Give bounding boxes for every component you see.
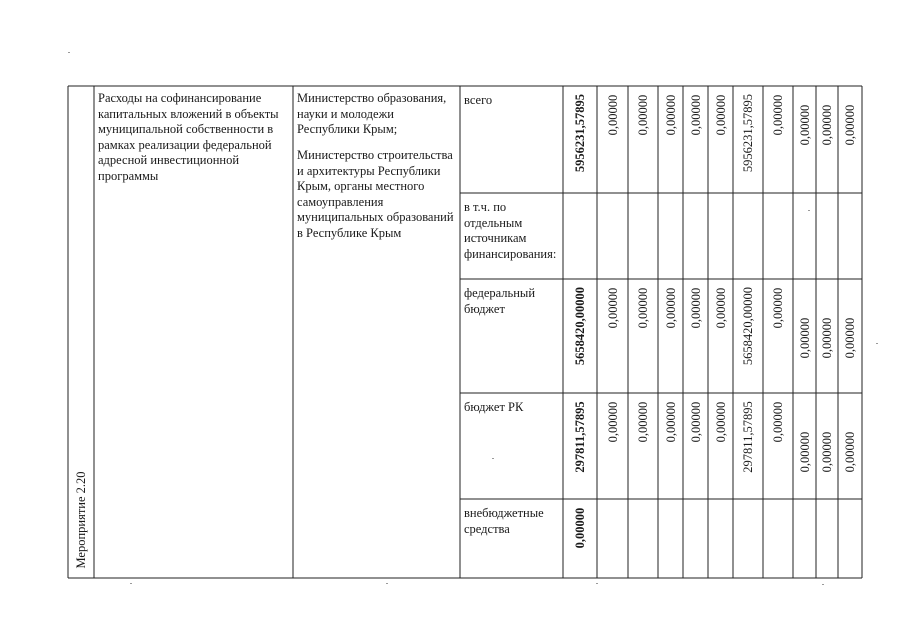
source-breakdown-header: в т.ч. по отдельным источникам финансирования: — [464, 200, 557, 261]
value-cell: 5956231,57895 — [741, 93, 755, 173]
value-cell: 0,00000 — [636, 287, 650, 328]
value-cell: 0,00000 — [713, 401, 728, 442]
value-cell: 0,00000 — [843, 317, 857, 358]
value-cell: 0,00000 — [636, 401, 650, 442]
value-cell: 0,00000 — [820, 104, 834, 145]
value-cell: 0,00000 — [797, 317, 812, 358]
value-cell: 0,00000 — [605, 401, 620, 442]
source-federal-budget: федеральный бюджет — [464, 286, 536, 316]
scan-speck — [130, 583, 132, 584]
value-cell: 0,00000 — [843, 431, 857, 472]
source-total: всего — [464, 93, 493, 107]
value-cell: 5956231,57895 — [573, 93, 587, 173]
value-cell: 5658420,00000 — [741, 286, 755, 366]
value-cell: 0,00000 — [820, 317, 834, 358]
value-cell: 0,00000 — [688, 401, 703, 442]
value-cell: 0,00000 — [713, 94, 728, 135]
source-republic-budget: бюджет РК — [464, 400, 524, 414]
value-cell: 0,00000 — [688, 94, 703, 135]
scan-speck — [68, 52, 70, 53]
value-cell: 0,00000 — [797, 104, 812, 145]
value-cell: 0,00000 — [771, 94, 785, 135]
executor-construction-ministry: Министерство строительства и архитектуры Республики Крым, органы местного самоуправления муниципальных образований в Республике Крым — [297, 148, 454, 240]
value-cell: 0,00000 — [663, 401, 678, 442]
scan-speck — [596, 583, 598, 584]
scan-speck — [876, 343, 878, 344]
value-cell: 297811,57895 — [741, 400, 755, 473]
value-cell: 0,00000 — [663, 94, 678, 135]
value-cell: 0,00000 — [636, 94, 650, 135]
value-cell: 0,00000 — [843, 104, 857, 145]
value-cell: 0,00000 — [573, 507, 587, 548]
value-cell: 0,00000 — [713, 287, 728, 328]
executor-education-ministry: Министерство образования, науки и молодежи Республики Крым; — [297, 91, 447, 136]
source-extrabudgetary: внебюджетные средства — [464, 506, 544, 536]
value-cell: 0,00000 — [771, 401, 785, 442]
value-cell: 0,00000 — [605, 94, 620, 135]
value-cell: 0,00000 — [771, 287, 785, 328]
value-cell: 297811,57895 — [573, 400, 587, 473]
measure-description: Расходы на софинансирование капитальных вложений в объекты муниципальной собственности в рамках реализации федеральной адресной инвестиционной программы — [98, 91, 279, 183]
scan-speck — [822, 584, 824, 585]
scan-speck — [808, 210, 810, 211]
value-cell: 5658420,00000 — [573, 286, 587, 366]
value-cell: 0,00000 — [820, 431, 834, 472]
value-cell: 0,00000 — [663, 287, 678, 328]
value-cell: 0,00000 — [688, 287, 703, 328]
value-cell: 0,00000 — [605, 287, 620, 328]
scan-speck — [386, 583, 388, 584]
measure-label: Мероприятие 2.20 — [74, 471, 88, 569]
value-cell: 0,00000 — [797, 431, 812, 472]
scan-speck — [492, 458, 494, 459]
